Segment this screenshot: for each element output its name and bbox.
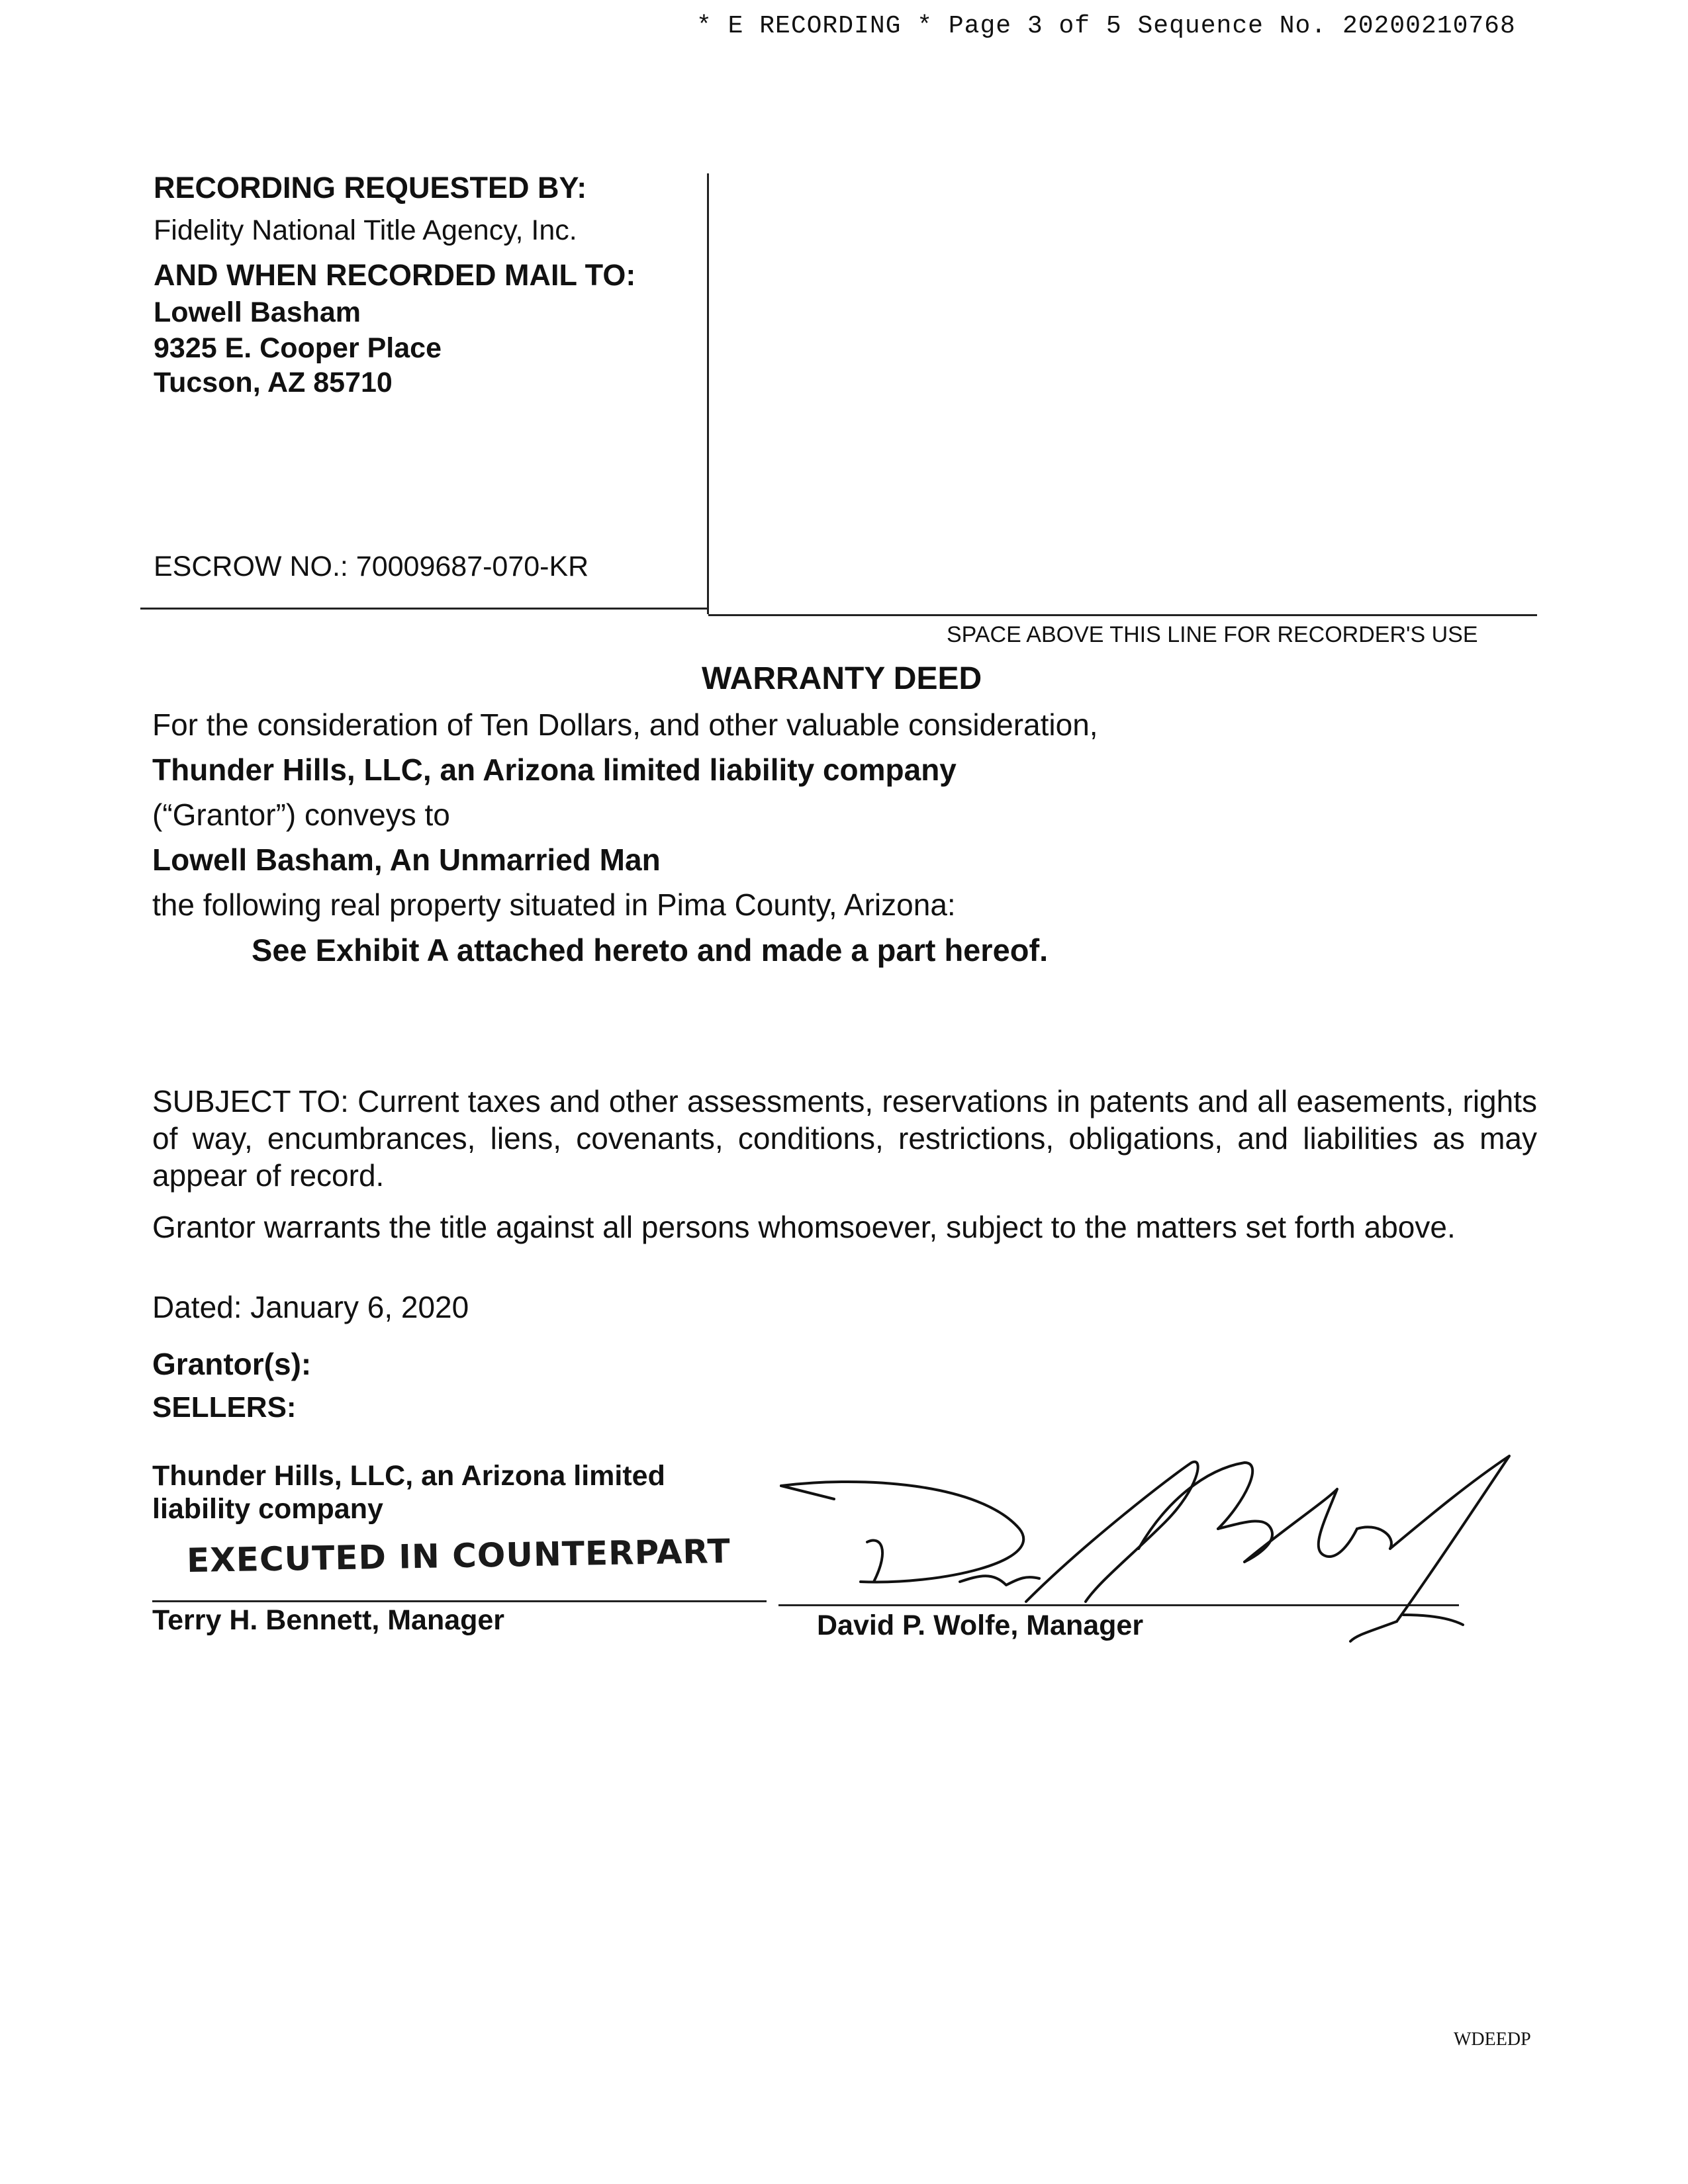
escrow-label: ESCROW NO.: (154, 551, 348, 582)
mail-city: Tucson, AZ 85710 (154, 367, 393, 398)
recorder-space-line (708, 614, 1537, 616)
dated-line: Dated: January 6, 2020 (152, 1290, 469, 1324)
handwritten-signature (741, 1449, 1523, 1655)
property-text: the following real property situated in Pima County, Arizona: (152, 887, 956, 922)
space-above-note: SPACE ABOVE THIS LINE FOR RECORDER'S USE (947, 622, 1478, 647)
sellers-label: SELLERS: (152, 1391, 297, 1424)
grantor-name: Thunder Hills, LLC, an Arizona limited liability company (152, 752, 957, 787)
escrow-number: 70009687-070-KR (355, 551, 589, 582)
document-code: WDEEDP (1454, 2029, 1531, 2050)
grantors-label: Grantor(s): (152, 1347, 312, 1381)
signature-line-left (152, 1600, 767, 1602)
mail-street: 9325 E. Cooper Place (154, 332, 442, 364)
recording-requested-label: RECORDING REQUESTED BY: (154, 171, 587, 205)
mail-to-label: AND WHEN RECORDED MAIL TO: (154, 258, 636, 292)
subject-to-paragraph: SUBJECT TO: Current taxes and other assessments, reservations in patents and all easements, rights of way, encumbrances, liens, covenants, conditions, restrictions, obligations, and liabilities as may appear of record. (152, 1084, 1537, 1193)
deed-title: WARRANTY DEED (702, 661, 982, 696)
escrow-number-line (154, 551, 588, 583)
company-line-2: liability company (152, 1493, 383, 1525)
signer-right-name: David P. Wolfe, Manager (817, 1610, 1144, 1641)
recording-header: * E RECORDING * Page 3 of 5 Sequence No. 20200210768 (696, 12, 1516, 40)
company-line-1: Thunder Hills, LLC, an Arizona limited (152, 1460, 665, 1492)
consideration-text: For the consideration of Ten Dollars, and other valuable consideration, (152, 707, 1098, 742)
signer-left-name: Terry H. Bennett, Manager (152, 1604, 505, 1636)
warranty-paragraph: Grantor warrants the title against all persons whomsoever, subject to the matters set forth above. (152, 1210, 1456, 1244)
recording-box-divider (707, 173, 709, 614)
recording-box-bottom-line (140, 608, 708, 610)
executed-in-counterpart-stamp: EXECUTED IN COUNTERPART (186, 1531, 731, 1580)
conveys-text: (“Grantor”) conveys to (152, 797, 450, 832)
grantee-name: Lowell Basham, An Unmarried Man (152, 842, 661, 877)
mail-name: Lowell Basham (154, 296, 361, 328)
requested-by-company: Fidelity National Title Agency, Inc. (154, 214, 577, 246)
exhibit-reference: See Exhibit A attached hereto and made a part hereof. (252, 933, 1049, 968)
